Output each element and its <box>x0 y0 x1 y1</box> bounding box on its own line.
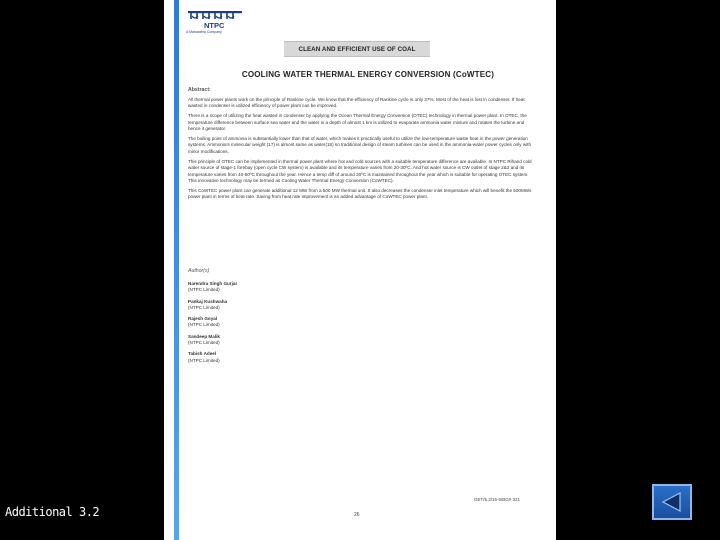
abstract-paragraph: This principle of OTEC can be implemented in thermal power plant where hot and cold sources with a suitable temperature difference are available. In NTPC Rihand cold water source of stage-1 forebay (open cycle CW system) is available and its temperature varies from 20-30ºC. And hot water source is CW outlet of stage 2&3 and its temperature varies from 40-50ºC throughout the year. Hence a temp diff of around 20ºC is maintained throughout the year which is suitable for operating OTEC system. This innovative technology may be termed as Cooling Water Thermal Energy Conversion (CoWTEC). <box>188 158 532 183</box>
slide-label: Additional 3.2 <box>5 505 100 519</box>
section-title: CLEAN AND EFFICIENT USE OF COAL <box>284 41 430 57</box>
author-name: Tabish Adeel <box>188 351 217 357</box>
author-org: (NTPC Limited) <box>188 287 220 293</box>
author-entry <box>188 316 388 329</box>
author-entry <box>188 299 388 312</box>
left-triangle-icon <box>658 490 686 514</box>
ntpc-logo-icon <box>186 8 244 30</box>
logo-tagline: A Maharatna Company <box>186 30 222 34</box>
svg-text:NTPC: NTPC <box>204 21 225 30</box>
author-name: Rajesh Goyal <box>188 316 218 322</box>
author-entry <box>188 351 388 364</box>
author-entry <box>188 281 388 294</box>
abstract-label: Abstract: <box>188 87 211 93</box>
back-button[interactable] <box>652 484 692 520</box>
author-org: (NTPC Limited) <box>188 340 220 346</box>
author-org: (NTPC Limited) <box>188 357 220 363</box>
author-entry <box>188 334 388 347</box>
authors-list <box>188 281 388 369</box>
author-org: (NTPC Limited) <box>188 322 220 328</box>
abstract-paragraph: The boiling point of ammonia is substantially lower than that of water, which makes it practically useful to utilize the low-temperature waste heat in the power generation systems. Ammonia's molecular weight (17) is almost same as water(18) so traditional design of steam turbines can be used in the ammonia-water power cycles only with minor modifications. <box>188 136 532 154</box>
abstract-paragraph: This CoWTEC power plant can generate additional 12 MW from a 500 MW thermal unit. It also decreases the condenser inlet temperature which will benefit the 500MWs power plant in terms of heat rate. Saving from heat rate improvement is an added advantage of CoWTEC power plant. <box>188 187 532 200</box>
footer-code: GET/5.2/15-5/BG# 321 <box>474 497 521 502</box>
abstract-paragraph: All thermal power plants work on the principle of Rankine cycle. We know that the efficiency of Rankine cycle is only 37%. Most of the heat is lost in condenser. If heat wasted in condenser is utilized efficiency of power plant can be improved. <box>188 97 525 109</box>
page-number: 26 <box>354 512 360 518</box>
author-name: Pankaj Kushwaha <box>188 298 228 304</box>
author-name: Narendra Singh Gurjar <box>188 281 238 286</box>
abstract-paragraph: There is a scope of utilizing the heat wasted in condenser by applying the Ocean Thermal Energy Conversion (OTEC) technology in thermal power plant. In OTEC, the temperature difference between surface sea water and the water in a depth of almost 1 km is utilized to evaporate ammonia water mixture and rotates the turbine and hence it generator. <box>188 113 527 132</box>
abstract-body <box>188 97 534 204</box>
ntpc-logo <box>186 8 244 30</box>
accent-rule <box>174 0 179 540</box>
author-org: (NTPC Limited) <box>188 304 220 310</box>
author-name: Sandeep Malik <box>188 333 220 339</box>
document-title: COOLING WATER THERMAL ENERGY CONVERSION (CoWTEC) <box>241 70 495 79</box>
document-page <box>164 0 556 540</box>
authors-label: Author(s) <box>188 268 210 274</box>
